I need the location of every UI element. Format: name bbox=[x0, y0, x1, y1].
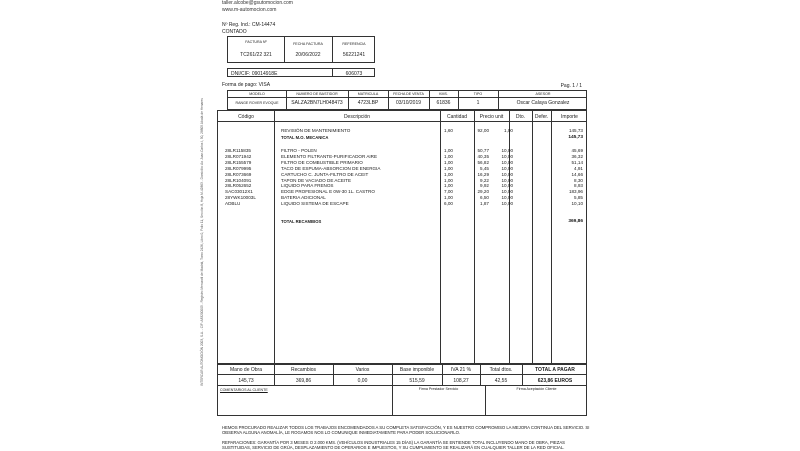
lines-table bbox=[217, 110, 587, 364]
invoice-date: 20/06/2022 bbox=[295, 52, 321, 58]
line-code: 28LR073669 bbox=[225, 171, 252, 177]
line-amount: 10,10 bbox=[571, 201, 583, 207]
total-due-label: TOTAL A PAGAR bbox=[535, 367, 575, 373]
company-email: taller.alcobe@gsutomocion.com bbox=[222, 0, 293, 6]
line-amount: 36,32 bbox=[571, 153, 583, 159]
line-discount: 1,00 bbox=[504, 128, 513, 133]
line-discount: 10,00 bbox=[501, 183, 513, 189]
tax-base-value: 515,59 bbox=[409, 377, 425, 384]
plate-value: 4723LBP bbox=[357, 100, 379, 106]
line-discount: 10,00 bbox=[501, 148, 513, 153]
line-unit-price: 16,29 bbox=[477, 171, 489, 177]
payment-condition: CONTADO bbox=[222, 29, 247, 35]
line-discount: 10,00 bbox=[501, 201, 513, 207]
line-discount: 10,00 bbox=[501, 171, 513, 177]
reg-ind: Nº Reg. Ind.: CM-14474 bbox=[222, 22, 276, 28]
footer-note-satisfaction: HEMOS PROCURADO REALIZAR TODOS LOS TRABAJOS ENCOMENDADOS A SU COMPLETA SATISFACCIÓN, Y ES NUESTRO COMPROMISO LA MEJORA CONTINUA DEL SERVICIO. SI OBSERVA ALGUNA ANOMALÍA, LE ROGAMOS NOS LO COMUNIQUE INMEDIATAMENTE PARA PODER SOLUCIONARLO. bbox=[222, 425, 590, 436]
advisor-value: Oscar Calaya Gonzalez bbox=[516, 100, 570, 106]
line-description: FILTRO DE COMBUSTIBLE PRIMARIO bbox=[281, 159, 363, 165]
description-header: Descripción bbox=[343, 114, 371, 120]
tax-base-label: Base imponible bbox=[399, 367, 435, 373]
client-dni: DNI/CIF: 09014918E bbox=[231, 70, 278, 77]
line-quantity: 1,00 bbox=[444, 153, 453, 159]
line-code: 28LR115835 bbox=[225, 148, 251, 153]
signature-area bbox=[217, 386, 587, 416]
side-legal-text bbox=[200, 40, 210, 440]
client-id-box bbox=[227, 68, 375, 77]
totals-table bbox=[217, 364, 587, 386]
line-discount: 10,00 bbox=[501, 195, 513, 201]
type-value: 1 bbox=[476, 100, 480, 106]
misc-value: 0,00 bbox=[357, 377, 368, 384]
plate-label: MATRICULA bbox=[357, 92, 379, 96]
line-description: FILTRO - POLEN bbox=[281, 148, 317, 153]
line-discount: 10,00 bbox=[501, 165, 513, 171]
line-amount: 45,69 bbox=[571, 148, 583, 153]
line-quantity: 6,00 bbox=[444, 201, 453, 207]
line-unit-price: 5,45 bbox=[480, 165, 489, 171]
vat-label: IVA 21 % bbox=[450, 367, 472, 373]
invoice-date-label: FECHA FACTURA bbox=[293, 42, 323, 46]
model-value: RANGE ROVER EVOQUE bbox=[235, 101, 279, 105]
deferred-header: Defer. bbox=[534, 114, 549, 120]
service-signature-label: Firma Prestador Servicio bbox=[418, 387, 459, 391]
line-quantity: 1,00 bbox=[444, 148, 453, 153]
labour-total-label: TOTAL M.O. MECANICA bbox=[281, 135, 329, 140]
line-code: 28LR071942 bbox=[225, 153, 252, 159]
line-code: 28LR052652 bbox=[225, 183, 252, 189]
line-unit-price: 1,87 bbox=[480, 201, 489, 207]
discount-total-value: 42,55 bbox=[494, 377, 508, 384]
client-signature-label: Firma Aceptación Cliente bbox=[516, 387, 557, 391]
line-amount: 5,85 bbox=[574, 195, 583, 201]
kms-label: KMS. bbox=[439, 92, 448, 96]
line-discount: 10,00 bbox=[501, 159, 513, 165]
line-code: ADBLU bbox=[225, 201, 241, 207]
line-code: 28YWK10003L bbox=[225, 195, 256, 201]
quantity-header: Cantidad bbox=[446, 114, 467, 120]
line-description: ELEMENTO FILTRANTE-PURIFICADOR AIRE bbox=[281, 153, 378, 159]
parts-total-label: TOTAL RECAMBIOS bbox=[281, 219, 322, 224]
vin-label: NUMERO DE BASTIDOR bbox=[296, 92, 338, 96]
vat-value: 108,27 bbox=[453, 377, 469, 384]
parts-total-value: 369,86 bbox=[568, 219, 583, 224]
sale-date-value: 03/10/2019 bbox=[395, 100, 422, 106]
line-description: REVISIÓN DE MANTENIMIENTO bbox=[281, 128, 351, 133]
payment-method: Forma de pago: VISA bbox=[222, 82, 271, 88]
line-discount: 10,00 bbox=[501, 153, 513, 159]
line-description: LIQUIDO SISTEMA DE ESCAPE bbox=[281, 201, 349, 207]
parts-sum-value: 369,86 bbox=[295, 377, 312, 384]
labour-sum-label: Mano de Obra bbox=[230, 367, 262, 373]
code-header: Código bbox=[238, 114, 254, 120]
invoice-number-label: FACTURA Nº bbox=[245, 40, 267, 44]
company-website: www.m-automocion.com bbox=[222, 7, 277, 13]
line-quantity: 7,00 bbox=[444, 189, 453, 195]
line-quantity: 1,00 bbox=[444, 159, 453, 165]
line-amount: 8,93 bbox=[574, 183, 583, 189]
discount-total-label: Total dtos. bbox=[489, 367, 513, 373]
line-amount: 51,14 bbox=[571, 159, 583, 165]
invoice-number: TC261/22 321 bbox=[240, 52, 272, 58]
advisor-label: ASESOR bbox=[535, 92, 551, 96]
labour-row bbox=[201, 128, 601, 134]
invoice-page bbox=[200, 0, 600, 450]
line-unit-price: 29,20 bbox=[477, 189, 489, 195]
line-amount: 14,66 bbox=[571, 171, 583, 177]
line-description: EDGE PROFESIONAL E 0W-30 1L. CASTRO bbox=[281, 189, 375, 195]
line-amount: 8,30 bbox=[574, 177, 583, 183]
labour-sum-value: 145,73 bbox=[238, 377, 254, 384]
parts-row bbox=[201, 201, 601, 207]
type-label: TIPO bbox=[473, 92, 483, 96]
line-amount: 145,73 bbox=[568, 128, 583, 133]
parts-total-row bbox=[201, 219, 601, 225]
line-description: TAPON DE VACIADO DE ACEITE bbox=[281, 177, 352, 183]
line-unit-price: 40,35 bbox=[477, 153, 489, 159]
line-description: LIQUIDO PARA FRENOS bbox=[281, 183, 334, 189]
line-quantity: 1,00 bbox=[444, 177, 453, 183]
line-unit-price: 9,22 bbox=[480, 177, 489, 183]
line-discount: 10,00 bbox=[501, 177, 513, 183]
line-code: 28LR155579 bbox=[225, 159, 252, 165]
line-description: BATERIA ADICIONAL bbox=[281, 195, 326, 201]
line-description: TACO DE ESPUMA-ABSORCION DE ENERGIA bbox=[281, 165, 381, 171]
comments-label: COMENTARIOS AL CLIENTE bbox=[220, 388, 268, 392]
invoice-info-box bbox=[227, 36, 375, 63]
vin-value: SALZA2BN7LH048473 bbox=[291, 100, 343, 106]
misc-label: Varios bbox=[355, 367, 370, 373]
line-amount: 4,91 bbox=[574, 165, 583, 171]
unit-price-header: Precio unit bbox=[479, 114, 504, 120]
line-unit-price: 50,77 bbox=[477, 148, 489, 153]
line-quantity: 1,60 bbox=[444, 128, 453, 133]
model-label: MODELO bbox=[249, 92, 265, 96]
line-quantity: 1,00 bbox=[444, 195, 453, 201]
line-unit-price: 56,82 bbox=[477, 159, 489, 165]
vehicle-table bbox=[227, 90, 587, 110]
page-number: Pag. 1 / 1 bbox=[560, 83, 582, 89]
line-unit-price: 6,50 bbox=[480, 195, 489, 201]
line-discount: 10,00 bbox=[501, 189, 513, 195]
line-amount: 183,96 bbox=[568, 189, 583, 195]
line-quantity: 1,00 bbox=[444, 183, 453, 189]
line-unit-price: 9,92 bbox=[480, 183, 489, 189]
side-legal-line: INTERCAR AUTOMOCIÓN 2003, S.A. - CIF: A83200005 - Registro Mercantil de Madrid, Tomo 2426, Libro 0, Folio 11, Sección 8, Hoja M-42863 - Domicilio: Av. Juan Carlos I, 50, 28805 Alcalá de Henares bbox=[200, 98, 204, 386]
reference: 56221241 bbox=[342, 52, 366, 58]
labour-total-value: 145,73 bbox=[568, 135, 583, 140]
line-quantity: 1,00 bbox=[444, 165, 453, 171]
line-code: 28LR104091 bbox=[225, 177, 252, 183]
kms-value: 61836 bbox=[436, 100, 451, 106]
client-code: 606073 bbox=[345, 70, 363, 77]
total-due-value: 623,86 EUROS bbox=[537, 377, 573, 384]
parts-sum-label: Recambios bbox=[290, 367, 316, 373]
line-code: SAC03012X1 bbox=[225, 189, 253, 195]
footer-note-warranty: REPARACIONES: GARANTÍA POR 3 MESES O 2.000 KMS. (VEHÍCULOS INDUSTRIALES 15 DÍAS) LA GARANTÍA SE ENTIENDE TOTAL INCLUYENDO MANO DE OBRA, PIEZAS SUSTITUIDAS, SERVICIO DE GRÚA, DESPLAZAMIENTO DE OPERARIOS E IMPUESTOS, Y SU CUMPLIMIENTO SE REALIZARÁ EN CUALQUIER TALLER DE LA RED OFICIAL. bbox=[222, 440, 565, 451]
line-description: CARTUCHO C. JUNTA-FILTRO DE ACEIT bbox=[281, 171, 369, 177]
amount-header: Importe bbox=[561, 114, 578, 120]
reference-label: REFERENCIA bbox=[342, 42, 366, 46]
line-quantity: 1,00 bbox=[444, 171, 453, 177]
discount-header: Dto. bbox=[515, 114, 526, 120]
line-unit-price: 92,00 bbox=[477, 128, 489, 133]
sale-date-label: FECHA DE VENTA bbox=[393, 92, 424, 96]
line-code: 28LR079995 bbox=[225, 165, 252, 171]
labour-total-row bbox=[201, 135, 601, 141]
